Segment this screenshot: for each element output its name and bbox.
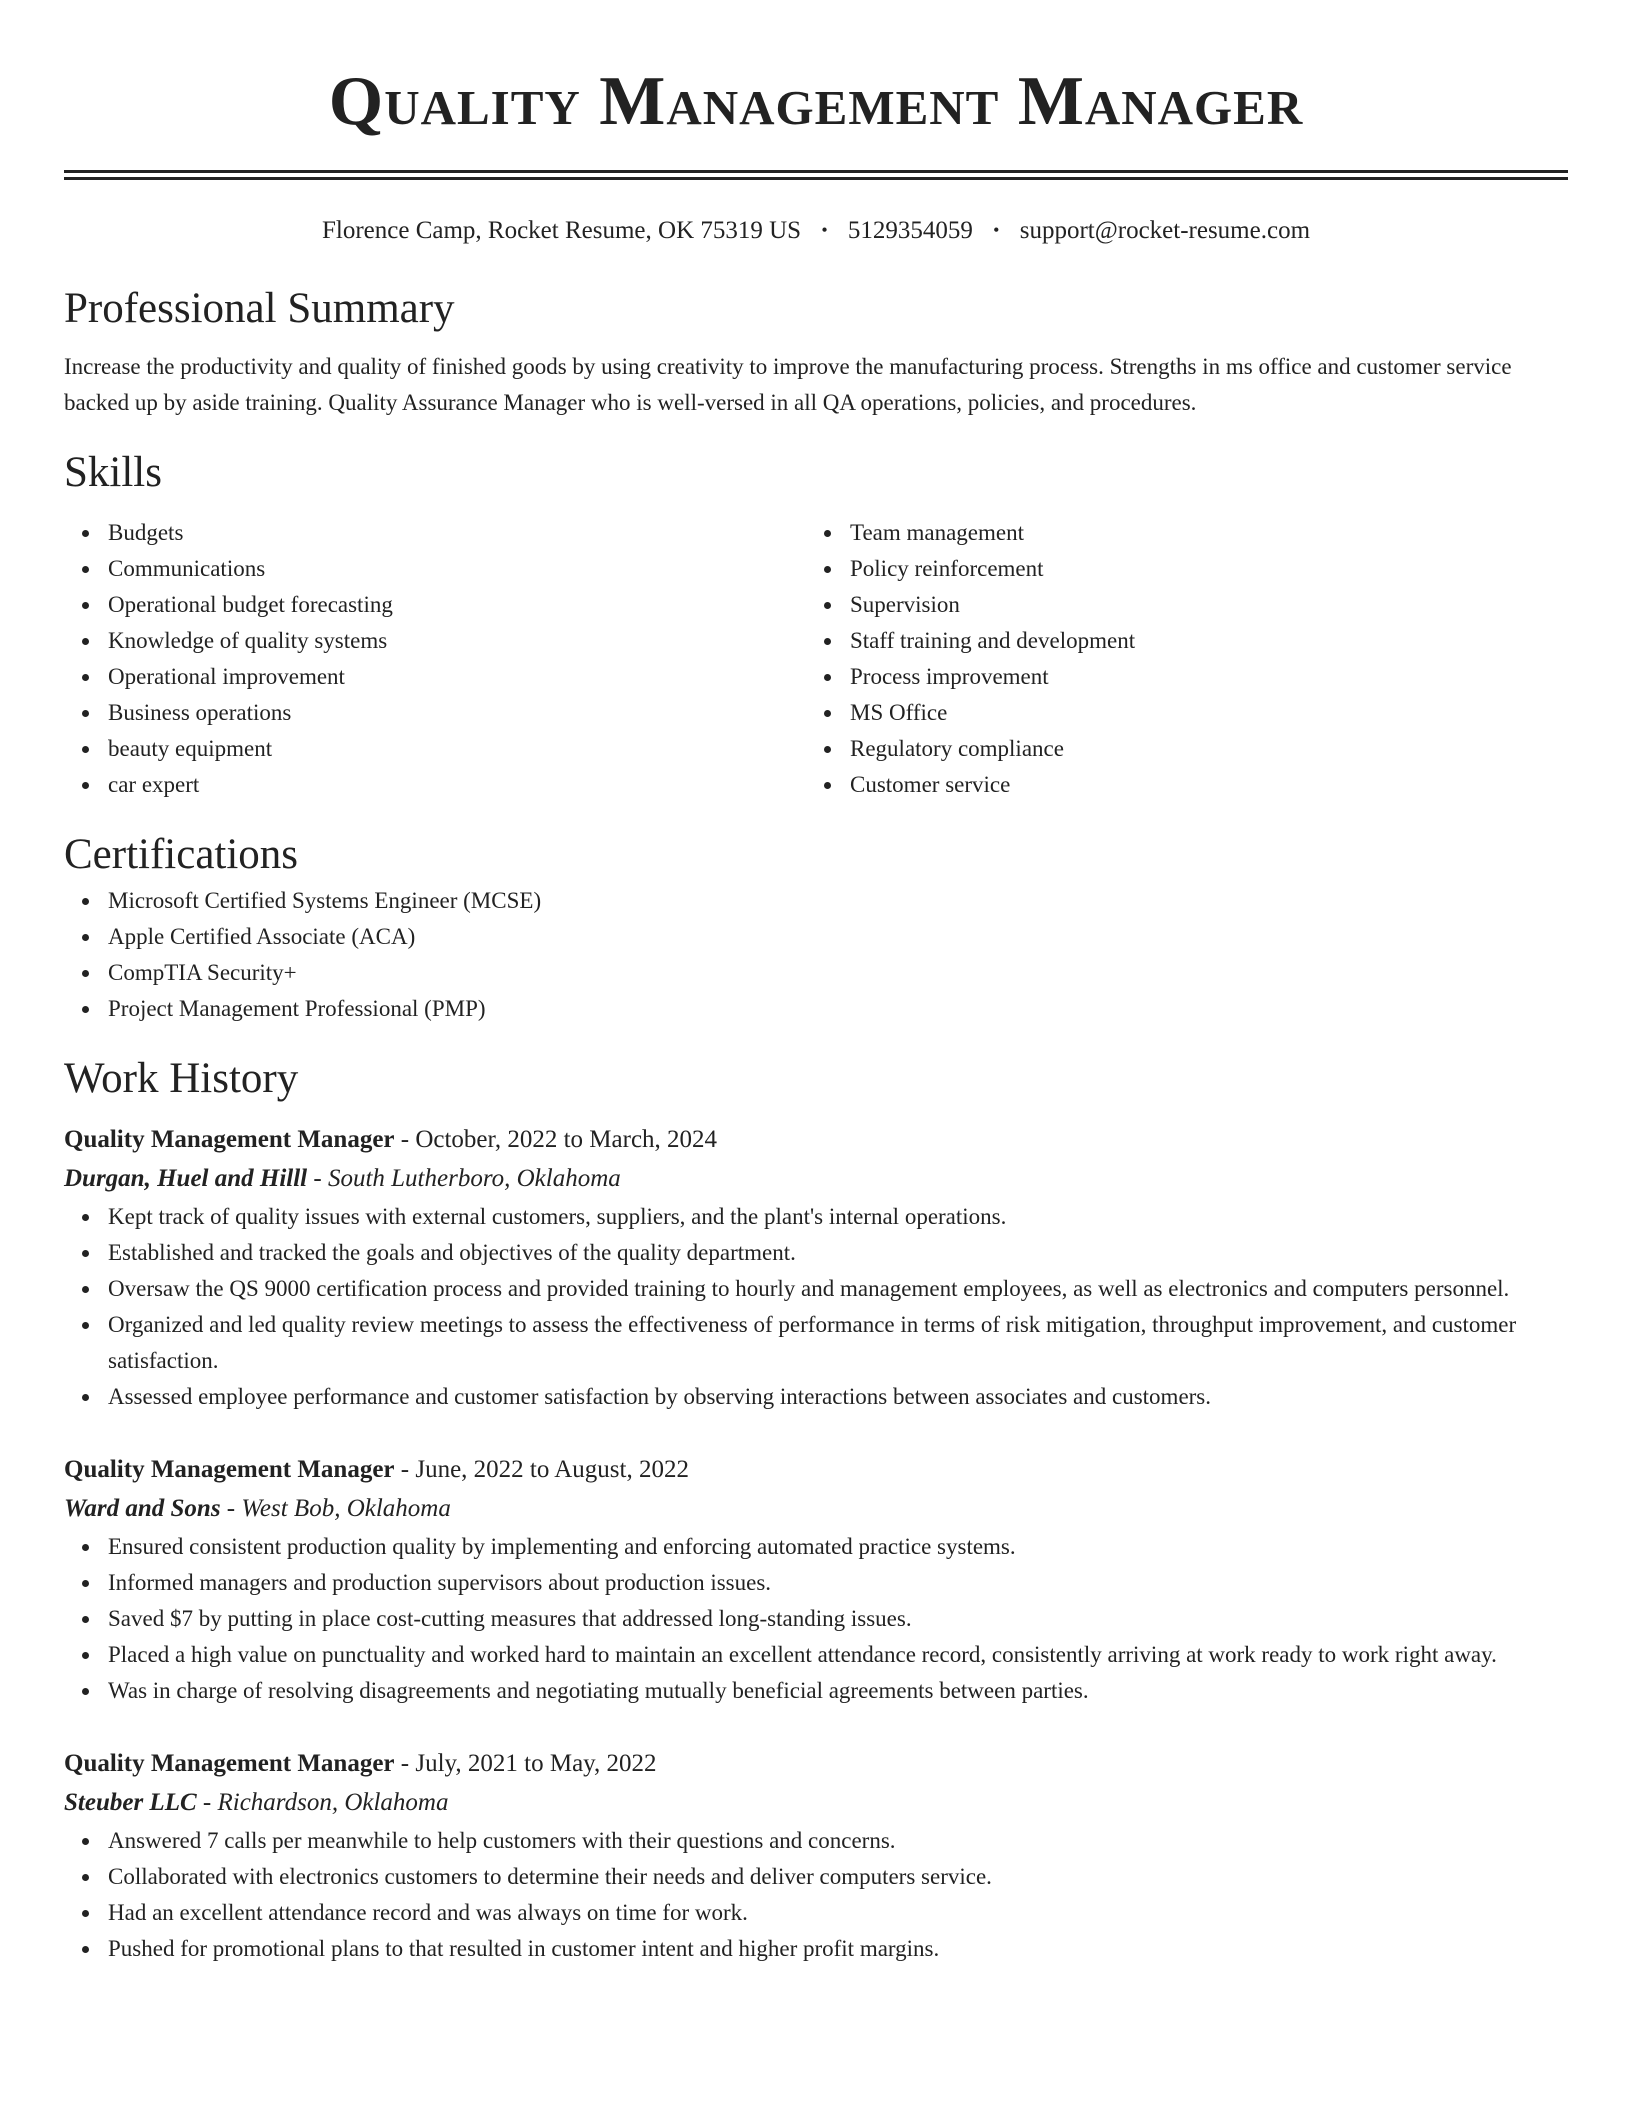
job-heading: [64, 1451, 1568, 1489]
bullet-separator: •: [993, 220, 1000, 240]
job-entry: [64, 1451, 1568, 1709]
job-entry: [64, 1121, 1568, 1415]
job-dates: - July, 2021 to May, 2022: [394, 1750, 657, 1777]
job-company: Durgan, Huel and Hilll: [64, 1165, 308, 1192]
job-location: - South Lutherboro, Oklahoma: [307, 1165, 621, 1192]
contact-line: [64, 212, 1568, 249]
certification-item: CompTIA Security+: [108, 955, 1568, 991]
job-dates: - October, 2022 to March, 2024: [394, 1126, 718, 1153]
professional-summary-text: Increase the productivity and quality of finished goods by using creativity to improve the manufacturing process. Strengths in ms office and customer service backed up by aside training. Quality Assurance Manager who is well-versed in all QA operations, policies, and procedures.: [64, 354, 1512, 415]
job-responsibilities: [64, 1199, 1568, 1415]
skill-item: Operational budget forecasting: [108, 587, 806, 623]
job-company: Ward and Sons: [64, 1495, 221, 1522]
job-bullet: Pushed for promotional plans to that resulted in customer intent and higher profit margins.: [108, 1931, 1568, 1967]
job-bullet: Was in charge of resolving disagreements and negotiating mutually beneficial agreements between parties.: [108, 1673, 1568, 1709]
job-role: Quality Management Manager: [64, 1750, 395, 1777]
contact-address: Florence Camp, Rocket Resume, OK 75319 US: [321, 217, 802, 244]
skill-item: Policy reinforcement: [850, 551, 1548, 587]
skill-item: Customer service: [850, 767, 1548, 803]
skills-column-left: [64, 515, 806, 803]
skill-item: car expert: [108, 767, 806, 803]
skills-list-left: [64, 515, 806, 803]
contact-phone: 5129354059: [847, 217, 973, 244]
skill-item: Regulatory compliance: [850, 731, 1548, 767]
job-responsibilities: [64, 1823, 1568, 1967]
skill-item: Staff training and development: [850, 623, 1548, 659]
job-heading: [64, 1745, 1568, 1783]
job-bullet: Oversaw the QS 9000 certification process and provided training to hourly and management employees, as well as electronics and computers personnel.: [108, 1271, 1568, 1307]
job-bullet: Established and tracked the goals and objectives of the quality department.: [108, 1235, 1568, 1271]
job-bullet: Assessed employee performance and customer satisfaction by observing interactions between associates and customers.: [108, 1379, 1568, 1415]
job-location: - Richardson, Oklahoma: [196, 1789, 449, 1816]
job-employer-line: [64, 1489, 1568, 1529]
job-bullet: Kept track of quality issues with external customers, suppliers, and the plant's internal operations.: [108, 1199, 1568, 1235]
bullet-separator: •: [821, 220, 828, 240]
job-bullet: Informed managers and production supervisors about production issues.: [108, 1565, 1568, 1601]
certifications-heading: Certifications: [64, 831, 299, 878]
job-bullet: Answered 7 calls per meanwhile to help customers with their questions and concerns.: [108, 1823, 1568, 1859]
skill-item: Communications: [108, 551, 806, 587]
skill-item: Knowledge of quality systems: [108, 623, 806, 659]
work-history-heading: Work History: [64, 1055, 299, 1102]
skill-item: MS Office: [850, 695, 1548, 731]
job-company: Steuber LLC: [64, 1789, 197, 1816]
skills-column-right: [806, 515, 1548, 803]
job-bullet: Organized and led quality review meetings to assess the effectiveness of performance in terms of risk mitigation, throughput improvement, and customer satisfaction.: [108, 1307, 1568, 1379]
skill-item: beauty equipment: [108, 731, 806, 767]
skill-item: Budgets: [108, 515, 806, 551]
skill-item: Team management: [850, 515, 1548, 551]
job-bullet: Placed a high value on punctuality and worked hard to maintain an excellent attendance record, consistently arriving at work ready to work right away.: [108, 1637, 1568, 1673]
header-double-rule: [64, 170, 1568, 180]
job-role: Quality Management Manager: [64, 1126, 395, 1153]
skill-item: Business operations: [108, 695, 806, 731]
skills-heading: Skills: [64, 449, 162, 496]
job-bullet: Ensured consistent production quality by implementing and enforcing automated practice systems.: [108, 1529, 1568, 1565]
skill-item: Operational improvement: [108, 659, 806, 695]
job-bullet: Had an excellent attendance record and was always on time for work.: [108, 1895, 1568, 1931]
contact-email: support@rocket-resume.com: [1019, 217, 1311, 244]
job-entry: [64, 1745, 1568, 1967]
certification-item: Apple Certified Associate (ACA): [108, 919, 1568, 955]
job-responsibilities: [64, 1529, 1568, 1709]
skill-item: Process improvement: [850, 659, 1548, 695]
job-employer-line: [64, 1783, 1568, 1823]
certification-item: Microsoft Certified Systems Engineer (MCSE): [108, 883, 1568, 919]
skills-list-right: [806, 515, 1548, 803]
job-employer-line: [64, 1159, 1568, 1199]
job-role: Quality Management Manager: [64, 1456, 395, 1483]
certifications-list: [64, 883, 1568, 1027]
professional-summary-heading: Professional Summary: [64, 285, 455, 332]
certification-item: Project Management Professional (PMP): [108, 991, 1568, 1027]
skill-item: Supervision: [850, 587, 1548, 623]
resume-name-title: Quality Management Manager: [328, 63, 1304, 140]
job-heading: [64, 1121, 1568, 1159]
job-bullet: Saved $7 by putting in place cost-cutting measures that addressed long-standing issues.: [108, 1601, 1568, 1637]
skills-grid: [64, 515, 1568, 803]
job-bullet: Collaborated with electronics customers to determine their needs and deliver computers service.: [108, 1859, 1568, 1895]
job-dates: - June, 2022 to August, 2022: [394, 1456, 689, 1483]
job-location: - West Bob, Oklahoma: [220, 1495, 451, 1522]
